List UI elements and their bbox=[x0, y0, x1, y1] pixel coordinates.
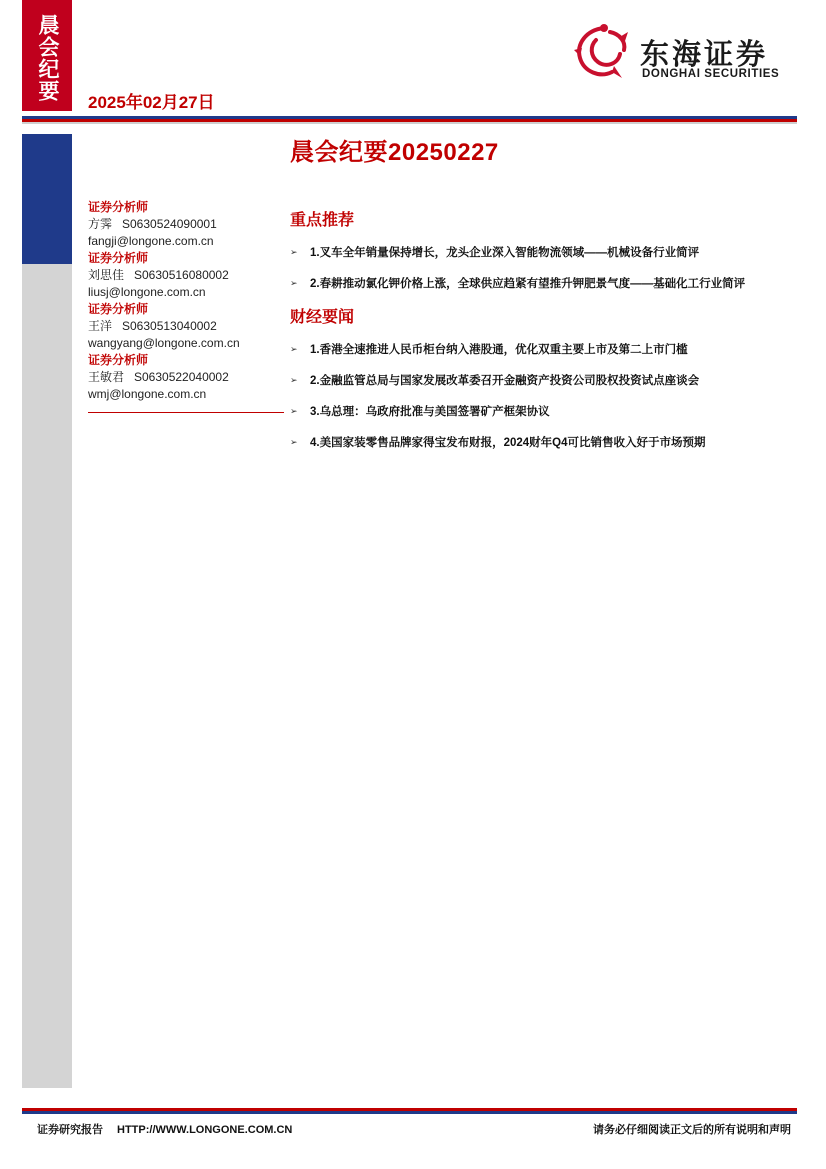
analyst-role: 证券分析师 bbox=[88, 302, 149, 316]
section-title-financial-news: 财经要闻 bbox=[290, 309, 355, 326]
analyst-name: 王敏君 S0630522040002 bbox=[88, 370, 229, 384]
arrow-bullet-icon: ➢ bbox=[290, 343, 298, 354]
analyst-card bbox=[88, 199, 288, 250]
arrow-bullet-icon: ➢ bbox=[290, 374, 298, 385]
list-item[interactable] bbox=[290, 244, 699, 260]
footer-label: 证券研究报告 bbox=[37, 1124, 103, 1136]
analyst-list bbox=[88, 199, 288, 403]
footer-url[interactable]: HTTP://WWW.LONGONE.COM.CN bbox=[117, 1124, 293, 1136]
list-item-text: 3.乌总理：乌政府批准与美国签署矿产框架协议 bbox=[310, 406, 550, 418]
analyst-email[interactable]: wangyang@longone.com.cn bbox=[88, 336, 240, 350]
list-item-text: 1.叉车全年销量保持增长，龙头企业深入智能物流领域——机械设备行业简评 bbox=[310, 247, 700, 259]
list-item-text: 2.春耕推动氯化钾价格上涨，全球供应趋紧有望推升钾肥景气度——基础化工行业简评 bbox=[310, 278, 746, 290]
sidebar-blue-block bbox=[22, 134, 72, 264]
analyst-name: 王洋 S0630513040002 bbox=[88, 319, 217, 333]
list-item-text: 4.美国家装零售品牌家得宝发布财报，2024财年Q4可比销售收入好于市场预期 bbox=[310, 437, 706, 449]
section-title-key-recommendations: 重点推荐 bbox=[290, 212, 355, 229]
list-item-text: 2.金融监管总局与国家发展改革委召开金融资产投资公司股权投资试点座谈会 bbox=[310, 375, 700, 387]
arrow-bullet-icon: ➢ bbox=[290, 246, 298, 257]
arrow-bullet-icon: ➢ bbox=[290, 436, 298, 447]
analyst-email[interactable]: fangji@longone.com.cn bbox=[88, 234, 214, 248]
report-type-tag: 晨会纪要 bbox=[22, 0, 72, 111]
page-title: 晨会纪要20250227 bbox=[290, 139, 499, 166]
analyst-role: 证券分析师 bbox=[88, 200, 149, 214]
analyst-role: 证券分析师 bbox=[88, 353, 149, 367]
analyst-card bbox=[88, 301, 288, 352]
analyst-card bbox=[88, 352, 288, 403]
analyst-email[interactable]: wmj@longone.com.cn bbox=[88, 387, 207, 401]
footer-disclaimer: 请务必仔细阅读正文后的所有说明和声明 bbox=[593, 1124, 791, 1136]
sidebar-grey-block bbox=[22, 264, 72, 1088]
logo-english-name: DONGHAI SECURITIES bbox=[642, 68, 780, 80]
list-item[interactable] bbox=[290, 341, 688, 357]
logo-chinese-name: 东海证券 bbox=[640, 37, 769, 71]
footer-rule-blue bbox=[22, 1111, 797, 1114]
analyst-name: 刘思佳 S0630516080002 bbox=[88, 268, 229, 282]
arrow-bullet-icon: ➢ bbox=[290, 405, 298, 416]
analyst-divider bbox=[88, 412, 284, 413]
analyst-name: 方霁 S0630524090001 bbox=[88, 217, 217, 231]
arrow-bullet-icon: ➢ bbox=[290, 277, 298, 288]
analyst-card bbox=[88, 250, 288, 301]
analyst-email[interactable]: liusj@longone.com.cn bbox=[88, 285, 206, 299]
report-date: 2025年02月27日 bbox=[88, 93, 215, 112]
list-item-text: 1.香港全速推进人民币柜台纳入港股通，优化双重主要上市及第二上市门槛 bbox=[310, 344, 688, 356]
list-item[interactable] bbox=[290, 275, 745, 291]
analyst-role: 证券分析师 bbox=[88, 251, 149, 265]
footer-left bbox=[37, 1121, 292, 1137]
list-item[interactable] bbox=[290, 372, 699, 388]
list-item[interactable] bbox=[290, 403, 550, 419]
header-rule-grey bbox=[22, 122, 797, 124]
list-item[interactable] bbox=[290, 434, 706, 450]
